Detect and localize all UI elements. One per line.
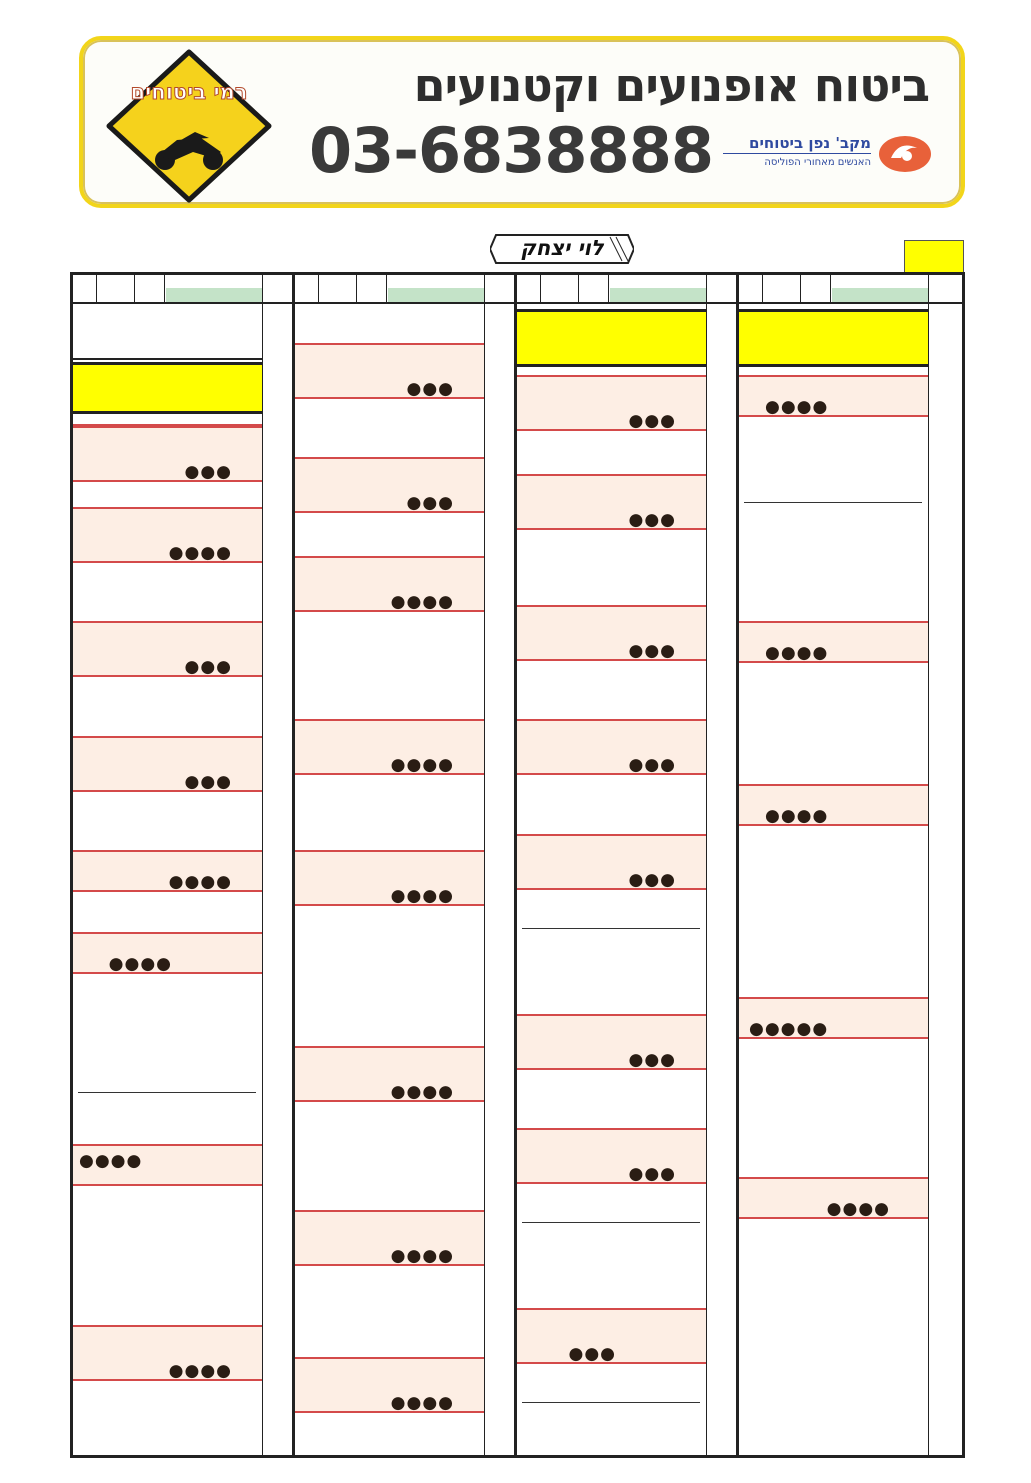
dots-rating: ●●●●: [390, 1082, 454, 1102]
dots-rating: ●●●●: [168, 1361, 232, 1381]
corner-yellow-box: [904, 240, 964, 273]
agency-underline: [723, 153, 871, 154]
header-green: [388, 288, 484, 302]
dots-rating: ●●●: [628, 510, 676, 530]
table-row[interactable]: [295, 1046, 484, 1102]
divider: [78, 1092, 256, 1093]
header-line: [70, 302, 965, 304]
dots-rating: ●●●: [628, 411, 676, 431]
table-row[interactable]: [295, 556, 484, 612]
dots-rating: ●●●●: [390, 1246, 454, 1266]
dots-rating: ●●●: [628, 1050, 676, 1070]
dots-rating: ●●●●: [390, 1393, 454, 1413]
divider: [744, 502, 922, 503]
yellow-band: [517, 309, 706, 367]
dots-rating: ●●●●: [79, 1151, 143, 1171]
dots-rating: ●●●●: [826, 1199, 890, 1219]
yellow-band: [73, 362, 262, 414]
table-row[interactable]: [739, 997, 928, 1039]
agency-name: מקב' נפן ביטוחים: [749, 134, 871, 152]
dots-rating: ●●●●: [765, 806, 829, 826]
dots-rating: ●●●: [406, 493, 454, 513]
header-cell: [484, 275, 514, 302]
table-row[interactable]: [295, 1210, 484, 1266]
dots-rating: ●●●●: [168, 872, 232, 892]
dots-rating: ●●●: [184, 772, 232, 792]
divider: [522, 1222, 700, 1223]
header-cell: [134, 275, 164, 302]
table-row[interactable]: [517, 1308, 706, 1364]
dots-rating: ●●●: [184, 462, 232, 482]
header-cell: [540, 275, 578, 302]
dots-rating: ●●●●: [765, 643, 829, 663]
divider: [522, 928, 700, 929]
ad-banner[interactable]: [79, 36, 965, 208]
header-cell: [356, 275, 386, 302]
table-row[interactable]: [517, 834, 706, 890]
dots-rating: ●●●●: [390, 886, 454, 906]
header-cell: [706, 275, 736, 302]
dots-rating: ●●●: [628, 1164, 676, 1184]
table-row[interactable]: [73, 932, 262, 974]
source-label: לוי יצחק: [520, 236, 604, 260]
table-row[interactable]: [517, 375, 706, 431]
narrow-column-line: [484, 304, 485, 1455]
header-cell: [762, 275, 800, 302]
banner-title: ביטוח אופנועים וקטנועים: [413, 58, 929, 112]
table-row[interactable]: [739, 784, 928, 826]
header-green: [832, 288, 928, 302]
table-row[interactable]: [295, 719, 484, 775]
dots-rating: ●●●●: [108, 954, 172, 974]
agency-slogan: האנשים מאחורי הפוליסה: [764, 157, 871, 168]
table-row[interactable]: [739, 1177, 928, 1219]
yellow-band: [739, 309, 928, 367]
table-row[interactable]: [517, 605, 706, 661]
header-cell: [800, 275, 830, 302]
table-row[interactable]: [73, 1144, 262, 1186]
header-cell: [318, 275, 356, 302]
dots-rating: ●●●●: [390, 592, 454, 612]
table-row[interactable]: [73, 426, 262, 482]
table-row[interactable]: [517, 719, 706, 775]
table-row[interactable]: [517, 474, 706, 530]
dots-rating: ●●●●: [390, 755, 454, 775]
table-row[interactable]: [73, 621, 262, 677]
dots-rating: ●●●●: [765, 397, 829, 417]
column-divider: [736, 272, 739, 1458]
divider: [73, 358, 262, 360]
divider: [522, 1402, 700, 1403]
dots-rating: ●●●: [568, 1344, 616, 1364]
header-green: [610, 288, 706, 302]
agency-swirl-icon: [877, 132, 933, 176]
table-row[interactable]: [295, 457, 484, 513]
narrow-column-line: [928, 304, 929, 1455]
dots-rating: ●●●: [406, 379, 454, 399]
narrow-column-line: [262, 304, 263, 1455]
table-row[interactable]: [73, 736, 262, 792]
dots-rating: ●●●: [184, 657, 232, 677]
banner-phone[interactable]: 03-6838888: [309, 114, 713, 187]
header-green: [166, 288, 262, 302]
table-row[interactable]: [73, 1325, 262, 1381]
table-row[interactable]: [739, 621, 928, 663]
header-cell: [262, 275, 292, 302]
table-row[interactable]: [295, 343, 484, 399]
logo-text: רמי ביטוחים: [130, 80, 248, 104]
dots-rating: ●●●●: [168, 543, 232, 563]
table-row[interactable]: [295, 850, 484, 906]
table-row[interactable]: [517, 1014, 706, 1070]
header-cell: [928, 275, 962, 302]
dots-rating: ●●●: [628, 870, 676, 890]
table-row[interactable]: [517, 1128, 706, 1184]
narrow-column-line: [706, 304, 707, 1455]
dots-rating: ●●●: [628, 641, 676, 661]
rami-insurance-logo: [105, 48, 273, 204]
table-row[interactable]: [73, 850, 262, 892]
table-row[interactable]: [739, 375, 928, 417]
dots-rating: ●●●●●: [749, 1019, 829, 1039]
header-cell: [96, 275, 134, 302]
table-row[interactable]: [295, 1357, 484, 1413]
dots-rating: ●●●: [628, 755, 676, 775]
table-row[interactable]: [73, 507, 262, 563]
header-cell: [578, 275, 608, 302]
